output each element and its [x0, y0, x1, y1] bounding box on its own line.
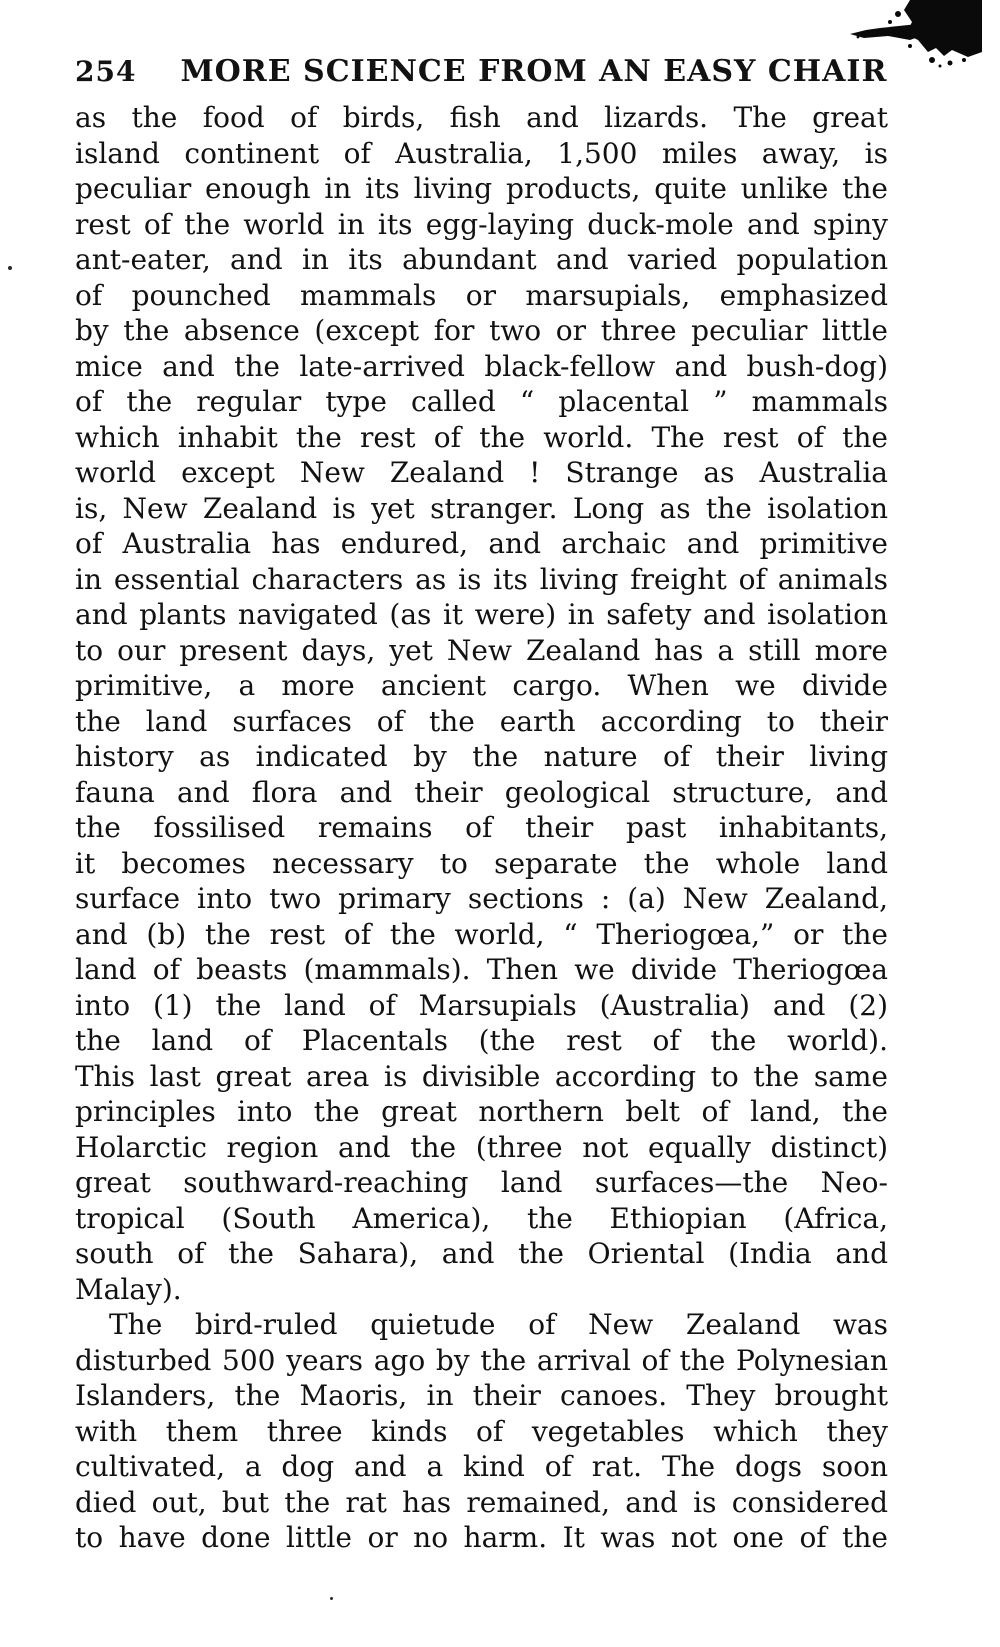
text-line: This last great area is divisible according to the same: [75, 1059, 888, 1093]
text-line: died out, but the rat has remained, and is considered: [75, 1485, 888, 1519]
paragraph: [75, 1307, 888, 1556]
text-line: Holarctic region and the (three not equally distinct): [75, 1130, 888, 1164]
text-line: in essential characters as is its living freight of animals: [75, 562, 888, 596]
text-line: history as indicated by the nature of their living: [75, 740, 888, 773]
text-line: world except New Zealand ! Strange as Australia: [75, 456, 888, 489]
text-line: primitive, a more ancient cargo. When we divide: [75, 669, 888, 702]
text-line: The bird-ruled quietude of New Zealand was: [109, 1308, 888, 1341]
text-line: which inhabit the rest of the world. The rest of the: [75, 420, 888, 454]
text-line: great southward-reaching land surfaces—the Neo-: [75, 1166, 888, 1199]
text-line: Islanders, the Maoris, in their canoes. They brought: [75, 1379, 888, 1412]
text-line: tropical (South America), the Ethiopian (Africa,: [75, 1201, 888, 1235]
text-line: of Australia has endured, and archaic and primitive: [75, 527, 888, 560]
text-line: with them three kinds of vegetables which they: [75, 1414, 888, 1448]
text-line: surface into two primary sections : (a) New Zealand,: [75, 882, 888, 915]
text-line: into (1) the land of Marsupials (Australia) and (2): [75, 988, 888, 1022]
scan-speck: [8, 266, 12, 270]
text-line: of the regular type called “ placental ” mammals: [75, 385, 888, 418]
text-line: disturbed 500 years ago by the arrival of the Polynesian: [75, 1343, 888, 1377]
text-line: south of the Sahara), and the Oriental (India and: [75, 1237, 888, 1270]
text-line: as the food of birds, fish and lizards. The great: [75, 101, 888, 134]
text-line: cultivated, a dog and a kind of rat. The dogs soon: [75, 1450, 888, 1483]
page-body: [75, 100, 888, 1556]
text-line: fauna and flora and their geological structure, and: [75, 775, 888, 809]
text-line: and (b) the rest of the world, “ Theriogœa,” or the: [75, 917, 888, 951]
text-line: ant-eater, and in its abundant and varied population: [75, 243, 888, 276]
text-line: and plants navigated (as it were) in safety and isolation: [75, 598, 888, 631]
text-line: of pounched mammals or marsupials, emphasized: [75, 278, 888, 312]
text-line: by the absence (except for two or three peculiar little: [75, 314, 888, 347]
scan-speck: [330, 1597, 333, 1600]
text-line: the land surfaces of the earth according to their: [75, 704, 888, 738]
text-line: the fossilised remains of their past inhabitants,: [75, 811, 888, 844]
text-line: rest of the world in its egg-laying duck-mole and spiny: [75, 207, 888, 241]
text-line: peculiar enough in its living products, quite unlike the: [75, 172, 888, 205]
text-line: land of beasts (mammals). Then we divide Theriogœa: [75, 953, 888, 986]
running-title: MORE SCIENCE FROM AN EASY CHAIR: [180, 54, 888, 89]
text-line: island continent of Australia, 1,500 miles away, is: [75, 136, 888, 170]
text-line: is, New Zealand is yet stranger. Long as the isolation: [75, 491, 888, 525]
page-number: 254: [75, 55, 137, 88]
text-line: to have done little or no harm. It was not one of the: [75, 1521, 888, 1554]
text-line: the land of Placentals (the rest of the world).: [75, 1024, 888, 1057]
text-line: to our present days, yet New Zealand has a still more: [75, 633, 888, 667]
paragraph: [75, 100, 888, 1307]
text-line: it becomes necessary to separate the whole land: [75, 846, 888, 880]
text-line: principles into the great northern belt of land, the: [75, 1095, 888, 1128]
text-line: mice and the late-arrived black-fellow and bush-dog): [75, 349, 888, 383]
page-header: [75, 54, 887, 89]
text-line: Malay).: [75, 1272, 182, 1306]
